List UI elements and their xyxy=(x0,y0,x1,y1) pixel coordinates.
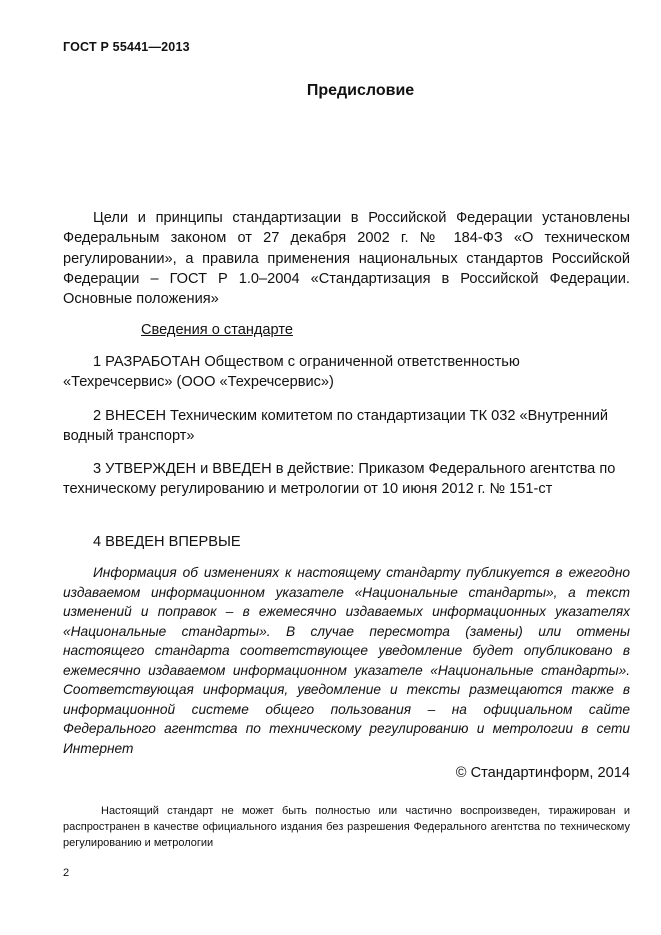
item-developed: 1 РАЗРАБОТАН Обществом с ограниченной ответственностью «Техречсервис» (ООО «Техречсервис») xyxy=(63,354,520,391)
info-heading: Сведения о стандарте xyxy=(141,322,293,338)
page-title: Предисловие xyxy=(306,82,415,99)
item-approved: 3 УТВЕРЖДЕН и ВВЕДЕН в действие: Приказом Федерального агентства по техническому регулированию и метрологии от 10 июня 2012 г. № 151-ст xyxy=(63,461,616,498)
legal-notice: Настоящий стандарт не может быть полностью или частично воспроизведен, тиражирован и распространен в качестве официального издания без разрешения Федерального агентства по техническому регулированию и метрологии xyxy=(63,805,630,849)
copyright: © Стандартинформ, 2014 xyxy=(455,765,630,781)
changes-notice: Информация об изменениях к настоящему стандарту публикуется в ежегодно издаваемом информационном указателе «Национальные стандарты», а текст изменений и поправок – в ежемесячно издаваемых информационных указателях «Национальные стандарты». В случае пересмотра (замены) или отмены настоящего стандарта соответствующее уведомление будет опубликовано в ежемесячно издаваемом информационном указателе «Национальные стандарты». Соответствующая информация, уведомление и тексты размещаются также в информационной системе общего пользования – на официальном сайте Федерального агентства по техническому регулированию и метрологии в сети Интернет xyxy=(63,565,630,756)
standard-code: ГОСТ Р 55441—2013 xyxy=(63,40,190,54)
page-number: 2 xyxy=(63,867,70,879)
intro-paragraph: Цели и принципы стандартизации в Российской Федерации установлены Федеральным законом от 27 декабря 2002 г. № 184-ФЗ «О техническом регулировании», а правила применения национальных стандартов Российской Федерации – ГОСТ Р 1.0–2004 «Стандартизация в Российской Федерации. Основные положения» xyxy=(63,210,630,308)
item-first-introduced: 4 ВВЕДЕН ВПЕРВЫЕ xyxy=(93,534,241,550)
item-submitted: 2 ВНЕСЕН Техническим комитетом по стандартизации ТК 032 «Внутренний водный транспорт» xyxy=(63,408,609,445)
